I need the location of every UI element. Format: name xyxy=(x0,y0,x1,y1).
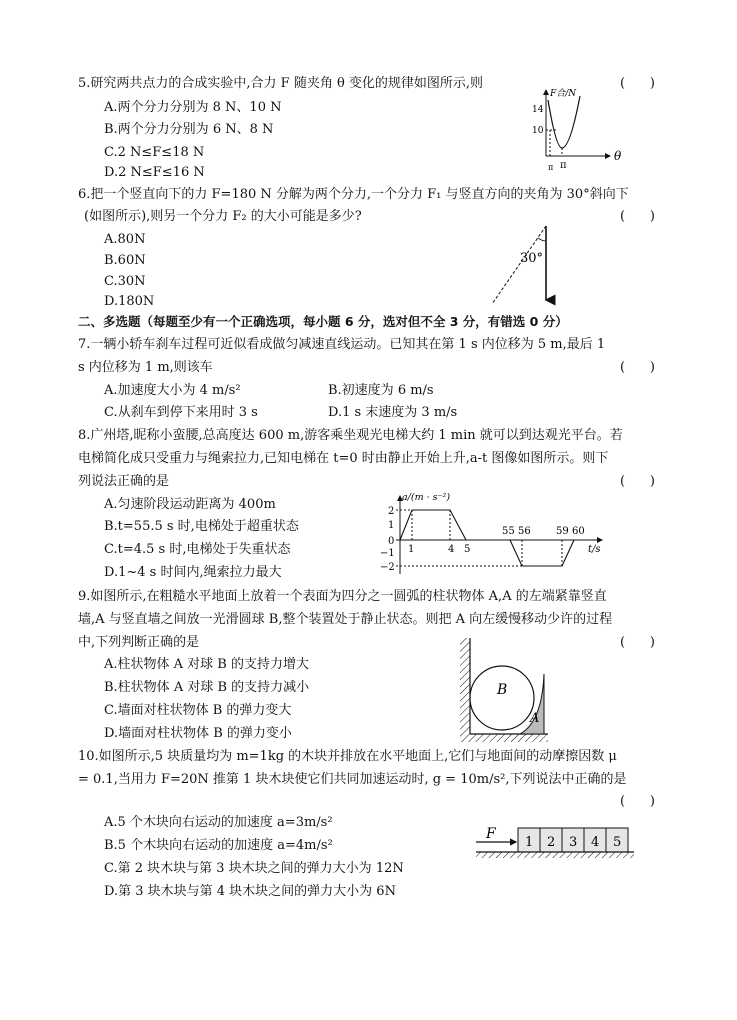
q9-option-d: D.墙面对柱状物体 B 的弹力变小 xyxy=(104,726,292,741)
q9-option-c: C.墙面对柱状物体 B 的弹力变大 xyxy=(104,703,292,718)
q8-stem-line2: 电梯简化成只受重力与绳索拉力,已知电梯在 t=0 时由静止开始上升,a-t 图像如图所示。则下 xyxy=(78,451,609,466)
q6-angle-arc xyxy=(538,238,546,241)
q5-option-b: B.两个分力分别为 6 N、8 N xyxy=(104,122,274,137)
q9-ground-hatching xyxy=(460,734,548,742)
q10-block-4: 4 xyxy=(591,835,600,850)
q8-x-tick-5: 5 xyxy=(464,544,471,555)
q8-stem-line1: 8.广州塔,昵称小蛮腰,总高度达 600 m,游客乘坐观光电梯大约 1 min 就可以到达观光平台。若 xyxy=(78,428,623,443)
q8-option-d: D.1~4 s 时间内,绳索拉力最大 xyxy=(104,565,282,580)
q8-x-tick-1: 1 xyxy=(408,544,415,555)
q8-x-tick-4: 4 xyxy=(448,544,455,555)
q10-option-a: A.5 个木块向右运动的加速度 a=3m/s² xyxy=(104,815,333,830)
q9-answer-paren: ( ) xyxy=(620,635,655,650)
q9-stem-line1: 9.如图所示,在粗糙水平地面上放着一个表面为四分之一圆弧的柱状物体 A,A 的左端紧靠竖直 xyxy=(78,589,607,604)
q10-answer-paren: ( ) xyxy=(620,794,655,809)
q5-option-a: A.两个分力分别为 8 N、10 N xyxy=(104,100,282,115)
q9-ball-b xyxy=(470,666,534,730)
q5-y-label: F合/N xyxy=(550,89,577,99)
q10-option-d: D.第 3 块木块与第 4 块木块之间的弹力大小为 6N xyxy=(104,884,396,899)
q10-block-3: 3 xyxy=(569,835,578,850)
q7-option-c: C.从刹车到停下来用时 3 s xyxy=(104,405,258,420)
q6-stem-line1: 6.把一个竖直向下的力 F=180 N 分解为两个分力,一个分力 F₁ 与竖直方向的夹角为 30°斜向下 xyxy=(78,187,629,202)
q8-y-label: a/(m · s⁻²) xyxy=(402,492,451,503)
q9-wall-ball-block-diagram xyxy=(456,634,552,746)
q8-x-tick-55: 55 xyxy=(502,526,515,537)
q8-y-tick-1: 1 xyxy=(388,520,395,531)
q8-x-tick-56: 56 xyxy=(518,526,531,537)
q7-answer-paren: ( ) xyxy=(620,360,655,375)
q8-answer-paren: ( ) xyxy=(620,474,655,489)
q5-tick-pi: π xyxy=(560,160,567,171)
q8-x-tick-60: 60 xyxy=(572,526,585,537)
q8-x-label: t/s xyxy=(588,544,601,555)
q6-option-a: A.80N xyxy=(104,232,146,247)
q5-answer-paren: ( ) xyxy=(620,76,655,91)
q10-stem-line1: 10.如图所示,5 块质量均为 m=1kg 的木块并排放在水平地面上,它们与地面间的动摩擦因数 μ xyxy=(78,749,617,764)
q5-x-label: θ xyxy=(614,149,622,163)
q9-wall-hatching xyxy=(460,638,470,734)
q9-stem-line3: 中,下列判断正确的是 xyxy=(78,635,200,650)
q9-stem-line2: 墙,A 与竖直墙之间放一光滑圆球 B,整个装置处于静止状态。则把 A 向左缓慢移动少许的过程 xyxy=(78,612,613,627)
q5-curve xyxy=(548,96,580,148)
q8-option-a: A.匀速阶段运动距离为 400m xyxy=(104,497,276,512)
q10-option-c: C.第 2 块木块与第 3 块木块之间的弹力大小为 12N xyxy=(104,861,404,876)
q8-stem-line3: 列说法正确的是 xyxy=(78,474,170,489)
q5-option-c: C.2 N≤F≤18 N xyxy=(104,145,205,160)
q5-option-d: D.2 N≤F≤16 N xyxy=(104,165,205,180)
q6-answer-paren: ( ) xyxy=(620,209,655,224)
q8-acceleration-time-graph xyxy=(356,490,618,578)
q6-option-c: C.30N xyxy=(104,274,146,289)
q8-y-tick-2: 2 xyxy=(388,506,395,517)
q8-x-tick-59: 59 xyxy=(556,526,569,537)
q8-option-c: C.t=4.5 s 时,电梯处于失重状态 xyxy=(104,542,291,557)
q10-block-2: 2 xyxy=(547,835,556,850)
q10-option-b: B.5 个木块向右运动的加速度 a=4m/s² xyxy=(104,838,333,853)
q10-block-5: 5 xyxy=(613,835,622,850)
q7-option-d: D.1 s 末速度为 3 m/s xyxy=(328,405,458,420)
q6-force-diagram xyxy=(478,224,568,310)
q8-option-b: B.t=55.5 s 时,电梯处于超重状态 xyxy=(104,519,299,534)
q10-stem-line2: = 0.1,当用力 F=20N 推第 1 块木块使它们共同加速运动时, g = 10m/s²,下列说法中正确的是 xyxy=(78,772,627,787)
q5-tick-14: 14 xyxy=(532,105,544,115)
q10-blocks-diagram xyxy=(470,820,640,868)
q8-y-tick-neg1: −1 xyxy=(380,548,395,559)
q9-option-b: B.柱状物体 A 对球 B 的支持力减小 xyxy=(104,680,310,695)
q10-ground-hatching xyxy=(476,852,634,858)
q7-stem-line2: s 内位移为 1 m,则该车 xyxy=(78,360,213,375)
q9-ball-label: B xyxy=(497,682,508,698)
q9-block-label: A xyxy=(530,711,540,726)
q10-block-1: 1 xyxy=(525,835,534,850)
q8-graph-segment-accel xyxy=(400,510,466,540)
q6-angle-label: 30° xyxy=(520,251,544,266)
q9-option-a: A.柱状物体 A 对球 B 的支持力增大 xyxy=(104,657,309,672)
q7-option-b: B.初速度为 6 m/s xyxy=(328,383,434,398)
section2-title: 二、多选题（每题至少有一个正确选项，每小题 6 分，选对但不全 3 分，有错选 0 分） xyxy=(78,314,568,329)
q5-tick-10: 10 xyxy=(532,126,544,136)
q6-option-d: D.180N xyxy=(104,294,155,309)
q8-y-tick-neg2: −2 xyxy=(380,562,395,573)
q5-stem: 5.研究两共点力的合成实验中,合力 F 随夹角 θ 变化的规律如图所示,则 xyxy=(78,76,484,91)
q6-stem-line2: (如图所示),则另一个分力 F₂ 的大小可能是多少? xyxy=(84,209,362,224)
q5-tick-pi-half: π xyxy=(548,163,554,172)
q7-stem-line1: 7.一辆小轿车刹车过程可近似看成做匀减速直线运动。已知其在第 1 s 内位移为 5 m,最后 1 xyxy=(78,337,606,352)
q8-y-tick-0: 0 xyxy=(388,536,395,547)
q8-graph-segment-decel xyxy=(510,540,574,566)
q5-force-angle-graph xyxy=(528,86,624,180)
q6-option-b: B.60N xyxy=(104,253,146,268)
q7-option-a: A.加速度大小为 4 m/s² xyxy=(104,383,241,398)
q10-force-label: F xyxy=(486,826,496,842)
